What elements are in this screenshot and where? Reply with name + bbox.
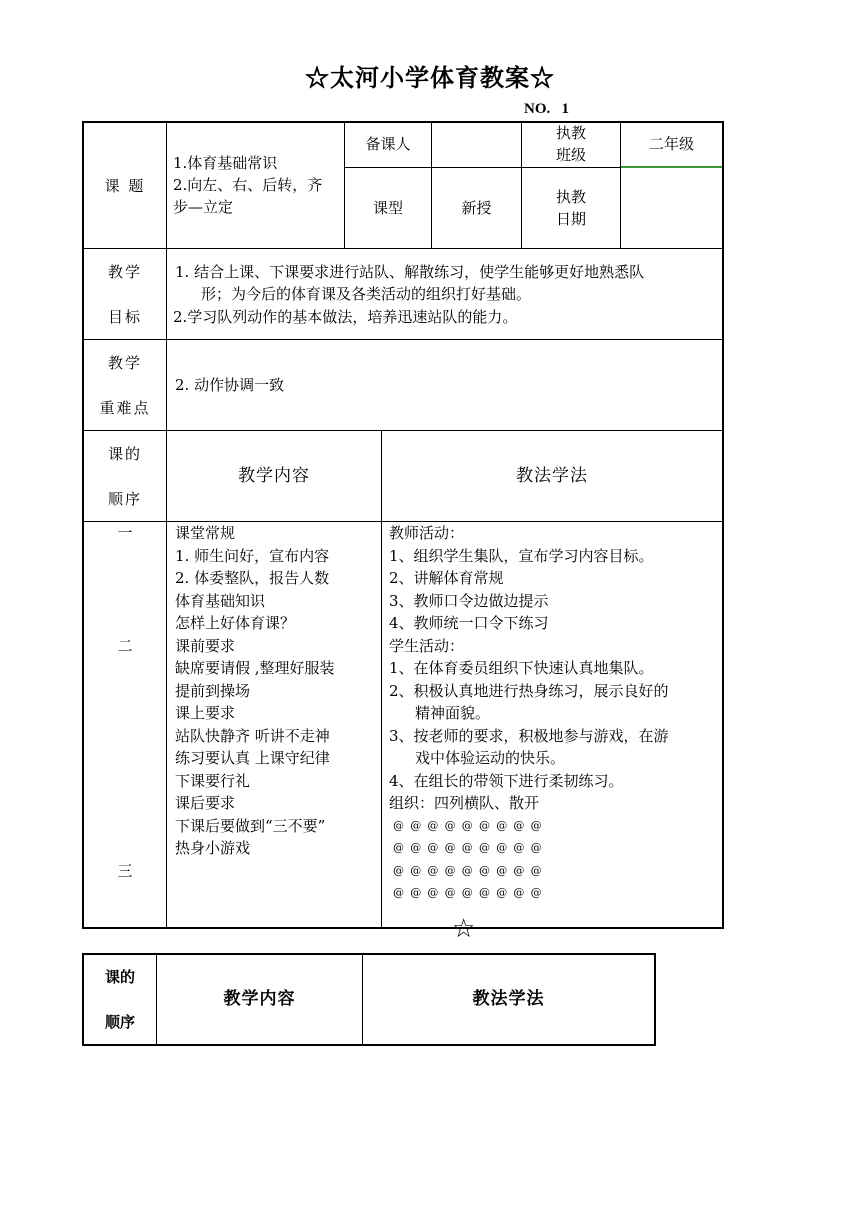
method-line: 4、教师统一口令下练习 [389,614,549,632]
document-title: ☆太河小学体育教案☆ [305,63,555,92]
method-line: 学生活动： [389,637,465,655]
content-line: 课前要求 [175,637,236,655]
formation-row: @@@@@@@@@ [393,841,548,854]
method-line: 戏中体验运动的快乐。 [415,749,566,767]
content-line: 提前到操场 [175,682,251,700]
content-header: 教学内容 [238,466,310,486]
class-value: 二年级 [648,135,694,153]
formation-row: @@@@@@@@@ [393,886,548,899]
second-content-header: 教学内容 [223,989,296,1009]
content-line: 2. 体委整队，报告人数 [175,569,330,587]
method-line: 2、讲解体育常规 [389,569,504,587]
lesson-type-label: 课型 [372,199,403,217]
method-line: 精神面貌。 [415,704,491,722]
star-icon: ☆ [452,914,476,944]
method-line: 1、组织学生集队，宣布学习内容目标。 [389,547,654,565]
method-line: 教师活动： [389,524,465,542]
method-line: 组织：四列横队、散开 [389,794,540,812]
method-header: 教法学法 [516,466,588,486]
formation-row: @@@@@@@@@ [393,819,548,832]
content-line: 热身小游戏 [175,839,251,857]
content-line: 1. 师生问好，宣布内容 [175,547,330,565]
content-line: 缺席要请假 ,整理好服装 [175,659,335,677]
method-line: 4、在组长的带领下进行柔韧练习。 [389,772,624,790]
content-line: 课堂常规 [175,524,236,542]
content-line: 课上要求 [175,704,236,722]
content-line: 体育基础知识 [175,592,266,610]
content-line: 课后要求 [175,794,236,812]
content-line: 怎样上好体育课？ [175,614,296,632]
content-line: 站队快静齐 听讲不走神 [175,727,330,745]
formation-row: @@@@@@@@@ [393,864,548,877]
method-line: 2、积极认真地进行热身练习，展示良好的 [389,682,669,700]
lesson-type-value: 新授 [461,199,492,217]
content-line: 下课后要做到“三不要” [175,817,326,835]
method-line: 1、在体育委员组织下快速认真地集队。 [389,659,654,677]
method-line: 3、按老师的要求，积极地参与游戏，在游 [389,727,669,745]
preparer-label: 备课人 [365,135,411,153]
document-number: NO. 1 [524,101,569,117]
subject-label: 课 题 [104,177,146,195]
content-line: 练习要认真 上课守纪律 [175,749,330,767]
difficulties-text: 2. 动作协调一致 [175,376,285,394]
second-method-header: 教法学法 [472,989,545,1009]
content-line: 下课要行礼 [175,772,251,790]
method-line: 3、教师口令边做边提示 [389,592,549,610]
